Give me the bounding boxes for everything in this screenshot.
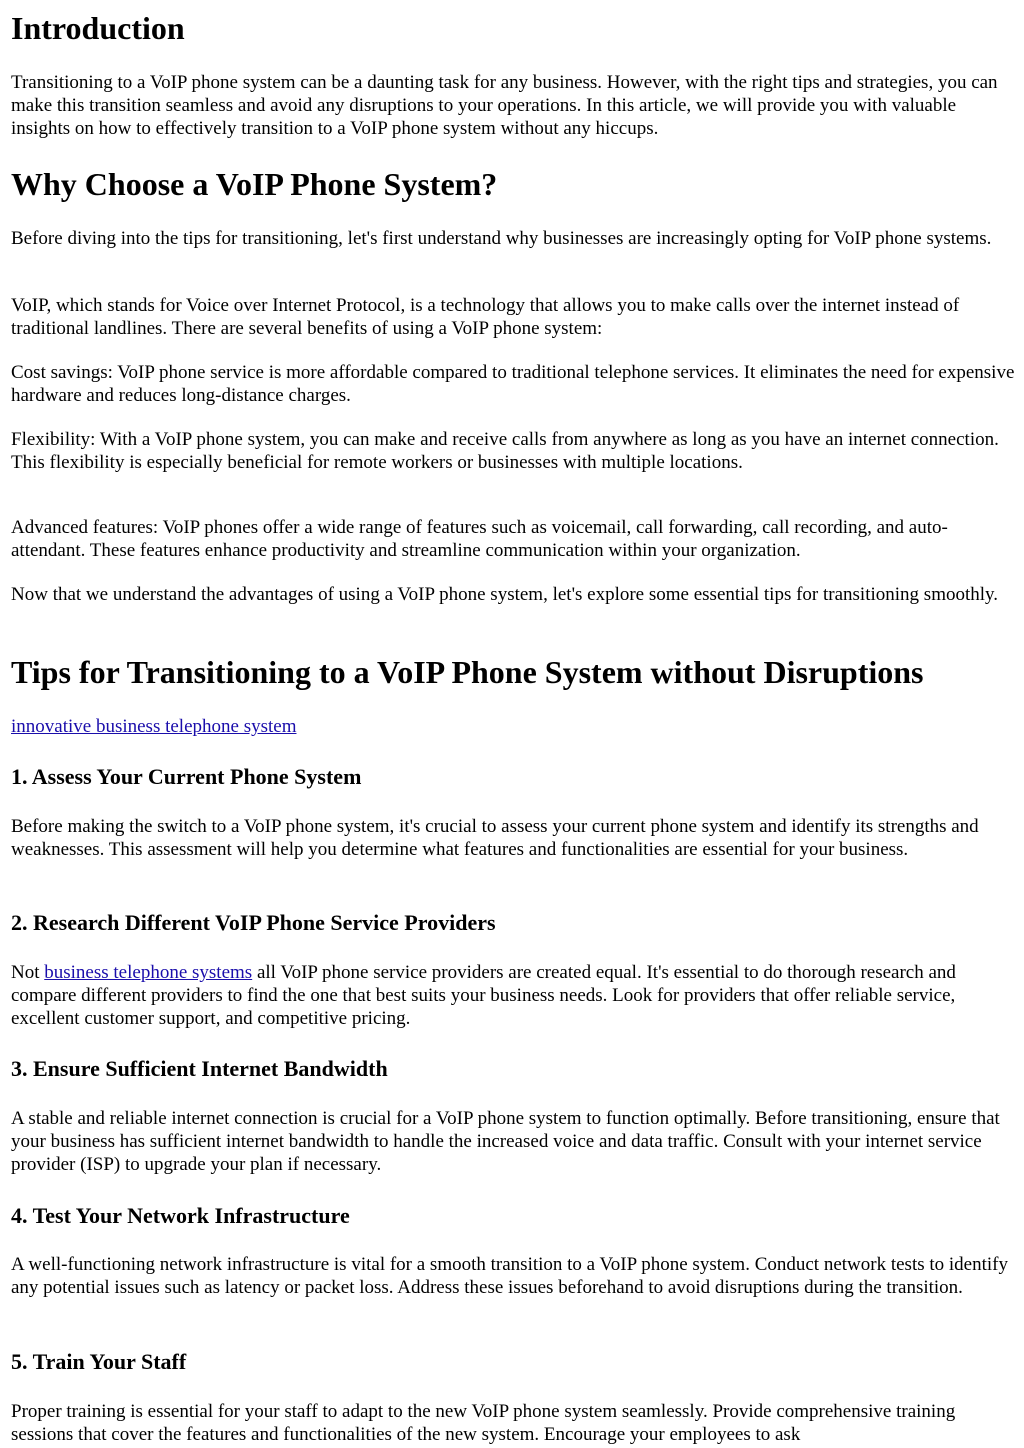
tip-4-heading: 4. Test Your Network Infrastructure (11, 1203, 350, 1228)
tip-3-text: A stable and reliable internet connection is crucial for a VoIP phone system to function optimally. Before transitioning, ensure that your business has sufficient internet bandwidth to handle the increased voice and data traffic. Consult with your internet service provider (ISP) to upgrade your plan if necessary. (11, 1108, 1000, 1176)
tip-5-heading: 5. Train Your Staff (11, 1349, 187, 1374)
tip-2-text (11, 961, 1016, 1031)
tip-2-text-after: all VoIP phone service providers are created equal. It's essential to do thorough research and compare different providers to find the one that best suits your business needs. Look for providers that offer reliable service, excellent customer support, and competitive pricing. (11, 962, 956, 1030)
why-paragraph-6: Now that we understand the advantages of using a VoIP phone system, let's explore some essential tips for transitioning smoothly. (11, 584, 999, 605)
tip-1-heading: 1. Assess Your Current Phone System (11, 764, 362, 789)
tip-5-text: Proper training is essential for your staff to adapt to the new VoIP phone system seamlessly. Provide comprehensive training sessions that cover the features and functionalities of the new system. Encourage your employees to ask (11, 1401, 956, 1446)
business-telephone-link[interactable]: business telephone systems (44, 962, 253, 983)
why-heading: Why Choose a VoIP Phone System? (11, 166, 498, 202)
tips-heading: Tips for Transitioning to a VoIP Phone System without Disruptions (11, 654, 924, 690)
intro-paragraph: Transitioning to a VoIP phone system can be a daunting task for any business. However, with the right tips and strategies, you can make this transition seamless and avoid any disruptions to your operations. In this article, we will provide you with valuable insights on how to effectively transition to a VoIP phone system without any hiccups. (11, 72, 998, 140)
tip-2-text-before: Not (11, 962, 45, 983)
tip-1-text: Before making the switch to a VoIP phone system, it's crucial to assess your current phone system and identify its strengths and weaknesses. This assessment will help you determine what features and functionalities are essential for your business. (11, 816, 979, 861)
innovative-telephone-link[interactable]: innovative business telephone system (11, 716, 297, 737)
benefit-cost-savings: Cost savings: VoIP phone service is more affordable compared to traditional telephone services. It eliminates the need for expensive hardware and reduces long-distance charges. (11, 362, 1015, 407)
benefit-flexibility: Flexibility: With a VoIP phone system, you can make and receive calls from anywhere as long as you have an internet connection. This flexibility is especially beneficial for remote workers or businesses with multiple locations. (11, 429, 999, 474)
tips-link-paragraph (11, 715, 1016, 738)
tip-3-heading: 3. Ensure Sufficient Internet Bandwidth (11, 1056, 388, 1081)
benefit-advanced-features: Advanced features: VoIP phones offer a wide range of features such as voicemail, call forwarding, call recording, and auto-attendant. These features enhance productivity and streamline communication within your organization. (11, 517, 948, 562)
intro-heading: Introduction (11, 10, 185, 46)
why-paragraph-2: VoIP, which stands for Voice over Internet Protocol, is a technology that allows you to make calls over the internet instead of traditional landlines. There are several benefits of using a VoIP phone system: (11, 295, 960, 340)
why-paragraph-1: Before diving into the tips for transitioning, let's first understand why businesses are increasingly opting for VoIP phone systems. (11, 228, 992, 249)
tip-4-text: A well-functioning network infrastructure is vital for a smooth transition to a VoIP phone system. Conduct network tests to identify any potential issues such as latency or packet loss. Address these issues beforehand to avoid disruptions during the transition. (11, 1254, 1008, 1299)
tip-2-heading: 2. Research Different VoIP Phone Service Providers (11, 910, 496, 935)
